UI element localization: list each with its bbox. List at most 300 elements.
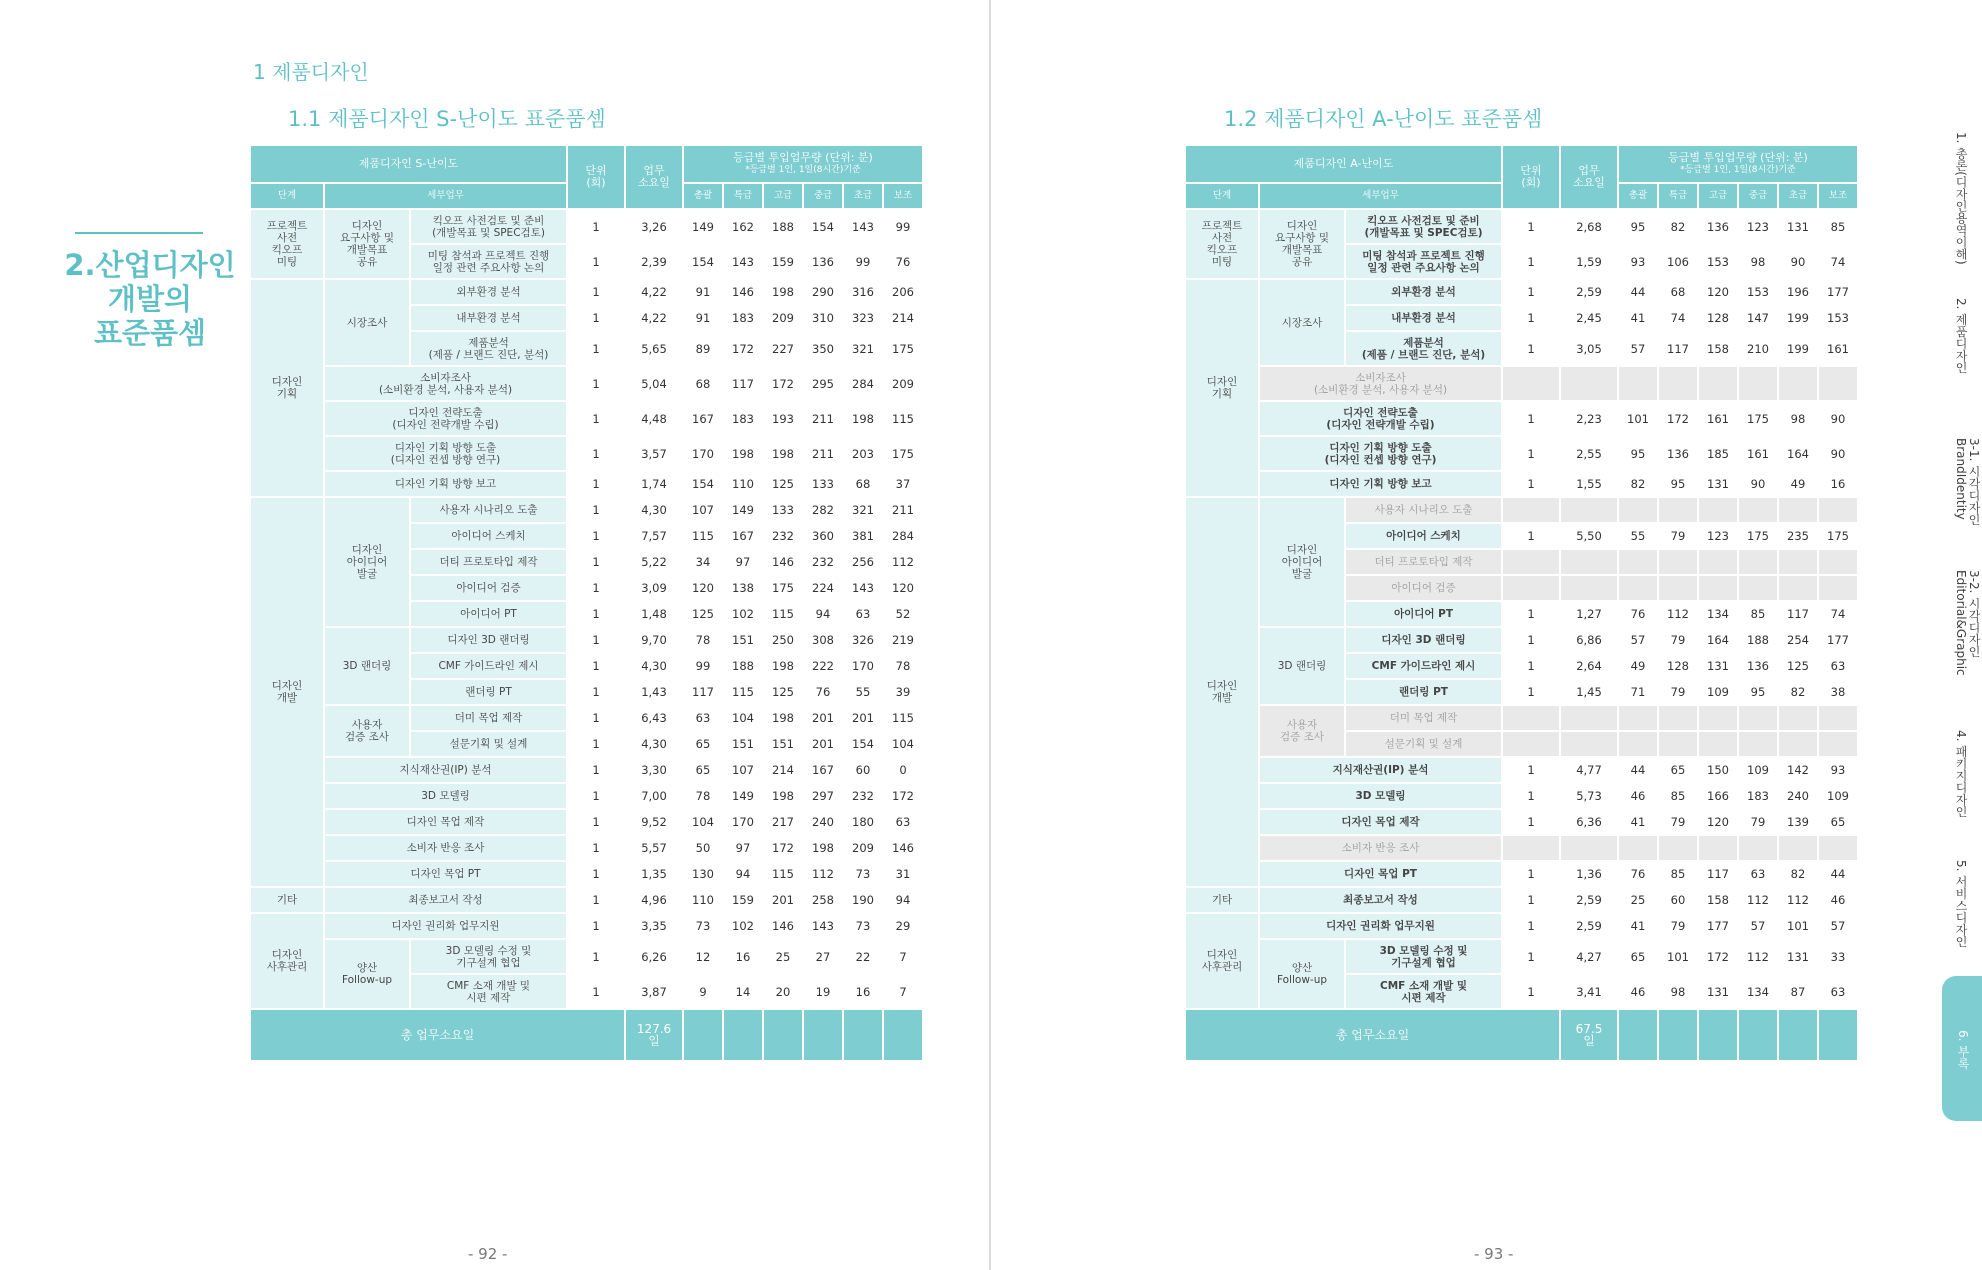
grade-value-cell: 154 — [804, 210, 842, 243]
workload-table — [249, 144, 924, 1062]
unit-cell: 1 — [568, 732, 624, 756]
header-grade-note: *등급별 1인, 1일(8시간)기준 — [745, 165, 861, 175]
grade-value-cell: 188 — [764, 210, 802, 243]
task-cell: 3D 모델링 수정 및 기구설계 협업 — [411, 940, 566, 973]
grade-value-cell: 209 — [884, 367, 922, 400]
grade-value-cell: 101 — [1659, 940, 1697, 973]
unit-cell: 1 — [568, 602, 624, 626]
unit-cell: 1 — [1503, 280, 1559, 304]
grade-value-cell: 149 — [724, 498, 762, 522]
table-s-wrapper — [249, 144, 924, 1062]
grade-value-cell: 172 — [1659, 402, 1697, 435]
grade-value-cell: 146 — [764, 550, 802, 574]
grade-value-cell: 133 — [764, 498, 802, 522]
work-days-cell: 3,35 — [626, 914, 682, 938]
total-label: 총 업무소요일 — [1186, 1010, 1559, 1060]
task-cell: 최종보고서 작성 — [325, 888, 566, 912]
total-empty-cell — [1659, 1010, 1697, 1060]
work-days-cell: 1,45 — [1561, 680, 1617, 704]
grade-value-cell: 95 — [1619, 210, 1657, 243]
task-cell: 킥오프 사전검토 및 준비 (개발목표 및 SPEC검토) — [411, 210, 566, 243]
work-days-cell: 2,39 — [626, 245, 682, 278]
stage-cell: 디자인 사후관리 — [251, 914, 323, 1008]
task-cell: 아이디어 PT — [1346, 602, 1501, 626]
unit-cell — [1503, 836, 1559, 860]
side-tab-7[interactable] — [1942, 976, 1982, 1121]
grade-value-cell: 149 — [724, 784, 762, 808]
grade-value-cell: 41 — [1619, 306, 1657, 330]
grade-value-cell: 175 — [1739, 402, 1777, 435]
grade-value-cell — [1819, 732, 1857, 756]
grade-value-cell: 198 — [764, 654, 802, 678]
stage-cell: 디자인 기획 — [251, 280, 323, 496]
grade-value-cell — [1779, 706, 1817, 730]
grade-value-cell: 99 — [684, 654, 722, 678]
grade-value-cell: 149 — [684, 210, 722, 243]
grade-value-cell: 98 — [1739, 245, 1777, 278]
task-cell: 디자인 권리화 업무지원 — [325, 914, 566, 938]
work-days-cell: 7,00 — [626, 784, 682, 808]
grade-value-cell: 44 — [1619, 758, 1657, 782]
header-grade-input-label: 등급별 투입업무량 (단위: 분) — [733, 151, 873, 164]
grade-value-cell: 85 — [1659, 862, 1697, 886]
table-row — [251, 402, 922, 435]
work-days-cell — [1561, 367, 1617, 400]
unit-cell — [1503, 498, 1559, 522]
side-tab-label: 1. 총론(디자인용역이해) — [1954, 132, 1968, 265]
grade-value-cell: 290 — [804, 280, 842, 304]
header-grade: 특급 — [1659, 184, 1697, 208]
table-row — [1186, 280, 1857, 304]
grade-value-cell: 82 — [1779, 680, 1817, 704]
unit-cell: 1 — [568, 810, 624, 834]
side-tab-2[interactable] — [1942, 298, 1982, 398]
grade-value-cell: 185 — [1699, 437, 1737, 470]
grade-value-cell: 150 — [1699, 758, 1737, 782]
grade-value-cell: 93 — [1819, 758, 1857, 782]
table-row — [1186, 210, 1857, 243]
total-empty-cell — [684, 1010, 722, 1060]
grade-value-cell: 175 — [764, 576, 802, 600]
grade-value-cell: 60 — [1659, 888, 1697, 912]
grade-value-cell — [1659, 836, 1697, 860]
grade-value-cell: 123 — [1739, 210, 1777, 243]
grade-value-cell: 68 — [1659, 280, 1697, 304]
stage-cell: 디자인 사후관리 — [1186, 914, 1258, 1008]
unit-cell: 1 — [568, 437, 624, 470]
grade-value-cell: 232 — [804, 550, 842, 574]
work-days-cell — [1561, 576, 1617, 600]
grade-value-cell: 131 — [1699, 654, 1737, 678]
unit-cell: 1 — [568, 975, 624, 1008]
grade-value-cell: 175 — [884, 332, 922, 365]
grade-value-cell: 211 — [804, 437, 842, 470]
work-days-cell: 3,09 — [626, 576, 682, 600]
grade-value-cell: 153 — [1819, 306, 1857, 330]
grade-value-cell: 151 — [764, 732, 802, 756]
task-cell: 소비자 반응 조사 — [325, 836, 566, 860]
grade-value-cell — [1699, 498, 1737, 522]
workload-table — [1184, 144, 1859, 1062]
total-empty-cell — [1699, 1010, 1737, 1060]
task-cell: 디자인 목업 제작 — [1260, 810, 1501, 834]
grade-value-cell: 91 — [684, 280, 722, 304]
grade-value-cell: 87 — [1779, 975, 1817, 1008]
grade-value-cell — [1659, 367, 1697, 400]
grade-value-cell: 79 — [1659, 524, 1697, 548]
unit-cell: 1 — [568, 940, 624, 973]
unit-cell — [1503, 550, 1559, 574]
grade-value-cell: 172 — [884, 784, 922, 808]
grade-value-cell: 74 — [1819, 245, 1857, 278]
grade-value-cell: 63 — [684, 706, 722, 730]
grade-value-cell: 89 — [684, 332, 722, 365]
stage-cell: 디자인 기획 — [1186, 280, 1258, 496]
grade-value-cell: 110 — [684, 888, 722, 912]
task-cell: 설문기획 및 설계 — [1346, 732, 1501, 756]
grade-value-cell: 139 — [1779, 810, 1817, 834]
table-row — [1186, 367, 1857, 400]
grade-value-cell: 381 — [844, 524, 882, 548]
task-cell: 디자인 권리화 업무지원 — [1260, 914, 1501, 938]
unit-cell: 1 — [568, 862, 624, 886]
grade-value-cell — [1699, 367, 1737, 400]
table-row — [251, 810, 922, 834]
subgroup-cell: 디자인 아이디어 발굴 — [1260, 498, 1344, 626]
grade-value-cell: 196 — [1779, 280, 1817, 304]
grade-value-cell: 90 — [1819, 402, 1857, 435]
grade-value-cell: 44 — [1619, 280, 1657, 304]
work-days-cell: 9,70 — [626, 628, 682, 652]
grade-value-cell: 109 — [1699, 680, 1737, 704]
grade-value-cell: 134 — [1739, 975, 1777, 1008]
task-cell: 디자인 기획 방향 보고 — [325, 472, 566, 496]
grade-value-cell: 46 — [1819, 888, 1857, 912]
subgroup-cell: 디자인 요구사항 및 개발목표 공유 — [1260, 210, 1344, 278]
work-days-cell: 1,35 — [626, 862, 682, 886]
work-days-cell: 2,64 — [1561, 654, 1617, 678]
grade-value-cell: 284 — [884, 524, 922, 548]
grade-value-cell: 74 — [1659, 306, 1697, 330]
grade-value-cell: 232 — [844, 784, 882, 808]
grade-value-cell: 22 — [844, 940, 882, 973]
grade-value-cell: 49 — [1619, 654, 1657, 678]
grade-value-cell — [1619, 576, 1657, 600]
grade-value-cell: 91 — [684, 306, 722, 330]
grade-value-cell: 115 — [764, 602, 802, 626]
unit-cell: 1 — [568, 498, 624, 522]
header-detail: 세부업무 — [325, 184, 566, 208]
work-days-cell: 4,77 — [1561, 758, 1617, 782]
task-cell: 3D 모델링 — [325, 784, 566, 808]
work-days-cell: 6,86 — [1561, 628, 1617, 652]
grade-value-cell: 161 — [1819, 332, 1857, 365]
unit-cell: 1 — [1503, 975, 1559, 1008]
side-tab-4[interactable] — [1942, 570, 1982, 710]
grade-value-cell: 14 — [724, 975, 762, 1008]
grade-value-cell: 94 — [804, 602, 842, 626]
task-cell: 아이디어 스케치 — [1346, 524, 1501, 548]
side-tab-bar — [1942, 90, 1982, 1130]
grade-value-cell — [1659, 732, 1697, 756]
grade-value-cell — [1779, 732, 1817, 756]
task-cell: CMF 가이드라인 제시 — [411, 654, 566, 678]
total-row — [251, 1010, 922, 1060]
side-tab-label: 2. 제품디자인 — [1954, 298, 1968, 374]
grade-value-cell: 99 — [844, 245, 882, 278]
grade-value-cell: 211 — [804, 402, 842, 435]
stage-cell: 디자인 개발 — [1186, 498, 1258, 886]
total-empty-cell — [1619, 1010, 1657, 1060]
table-row — [1186, 888, 1857, 912]
grade-value-cell: 183 — [724, 306, 762, 330]
work-days-cell: 1,55 — [1561, 472, 1617, 496]
total-empty-cell — [724, 1010, 762, 1060]
task-cell: CMF 소재 개발 및 시편 제작 — [1346, 975, 1501, 1008]
grade-value-cell: 65 — [684, 758, 722, 782]
grade-value-cell: 147 — [1739, 306, 1777, 330]
unit-cell: 1 — [568, 402, 624, 435]
grade-value-cell: 25 — [1619, 888, 1657, 912]
grade-value-cell: 90 — [1739, 472, 1777, 496]
task-cell: 외부환경 분석 — [1346, 280, 1501, 304]
grade-value-cell: 131 — [1699, 975, 1737, 1008]
work-days-cell: 4,96 — [626, 888, 682, 912]
grade-value-cell: 65 — [1659, 758, 1697, 782]
grade-value-cell: 76 — [884, 245, 922, 278]
grade-value-cell: 175 — [884, 437, 922, 470]
unit-cell: 1 — [568, 914, 624, 938]
header-grade: 고급 — [1699, 184, 1737, 208]
work-days-cell: 6,43 — [626, 706, 682, 730]
grade-value-cell: 115 — [764, 862, 802, 886]
grade-value-cell: 107 — [684, 498, 722, 522]
work-days-cell: 2,59 — [1561, 914, 1617, 938]
grade-value-cell: 104 — [724, 706, 762, 730]
grade-value-cell: 38 — [1819, 680, 1857, 704]
total-empty-cell — [844, 1010, 882, 1060]
work-days-cell: 9,52 — [626, 810, 682, 834]
work-days-cell: 3,41 — [1561, 975, 1617, 1008]
table-a-subtitle: 1.2 제품디자인 A-난이도 표준품셈 — [1224, 107, 1543, 131]
grade-value-cell: 79 — [1739, 810, 1777, 834]
table-row — [1186, 784, 1857, 808]
task-cell: 소비자조사 (소비환경 분석, 사용자 분석) — [1260, 367, 1501, 400]
grade-value-cell: 102 — [724, 602, 762, 626]
grade-value-cell: 73 — [844, 914, 882, 938]
grade-value-cell: 68 — [684, 367, 722, 400]
table-row — [1186, 402, 1857, 435]
grade-value-cell: 117 — [1659, 332, 1697, 365]
grade-value-cell: 131 — [1779, 210, 1817, 243]
grade-value-cell: 73 — [684, 914, 722, 938]
table-header-title: 제품디자인 S-난이도 — [251, 146, 566, 182]
unit-cell: 1 — [1503, 306, 1559, 330]
side-tab-3[interactable] — [1942, 438, 1982, 548]
table-row — [251, 888, 922, 912]
grade-value-cell: 78 — [684, 784, 722, 808]
table-row — [251, 940, 922, 973]
grade-value-cell: 158 — [1699, 332, 1737, 365]
header-grade: 초급 — [1779, 184, 1817, 208]
grade-value-cell: 240 — [804, 810, 842, 834]
grade-value-cell: 78 — [684, 628, 722, 652]
grade-value-cell: 214 — [764, 758, 802, 782]
subgroup-cell: 3D 랜더링 — [1260, 628, 1344, 704]
grade-value-cell: 7 — [884, 940, 922, 973]
grade-value-cell: 166 — [1699, 784, 1737, 808]
stage-cell: 기타 — [251, 888, 323, 912]
grade-value-cell: 112 — [804, 862, 842, 886]
side-tab-1[interactable] — [1942, 132, 1982, 282]
grade-value-cell — [1739, 498, 1777, 522]
grade-value-cell: 162 — [724, 210, 762, 243]
grade-value-cell: 297 — [804, 784, 842, 808]
header-work-days: 업무 소요일 — [1561, 146, 1617, 208]
total-value: 127.6 일 — [626, 1010, 682, 1060]
grade-value-cell — [1819, 550, 1857, 574]
task-cell: 랜더링 PT — [411, 680, 566, 704]
grade-value-cell: 198 — [844, 402, 882, 435]
task-cell: 디자인 3D 랜더링 — [411, 628, 566, 652]
grade-value-cell: 125 — [764, 472, 802, 496]
total-label: 총 업무소요일 — [251, 1010, 624, 1060]
header-grade: 중급 — [804, 184, 842, 208]
grade-value-cell: 193 — [764, 402, 802, 435]
unit-cell — [1503, 367, 1559, 400]
grade-value-cell — [1699, 706, 1737, 730]
grade-value-cell: 112 — [884, 550, 922, 574]
grade-value-cell: 117 — [724, 367, 762, 400]
unit-cell: 1 — [1503, 888, 1559, 912]
grade-value-cell: 101 — [1779, 914, 1817, 938]
grade-value-cell: 125 — [684, 602, 722, 626]
grade-value-cell: 222 — [804, 654, 842, 678]
task-cell: 디자인 전략도출 (디자인 전략개발 수립) — [325, 402, 566, 435]
grade-value-cell: 199 — [1779, 332, 1817, 365]
section-title: 1 제품디자인 — [253, 60, 369, 84]
grade-value-cell: 115 — [884, 706, 922, 730]
grade-value-cell: 143 — [844, 210, 882, 243]
header-grade: 총괄 — [684, 184, 722, 208]
side-tab-6[interactable] — [1942, 860, 1982, 960]
header-detail: 세부업무 — [1260, 184, 1501, 208]
grade-value-cell: 209 — [764, 306, 802, 330]
grade-value-cell: 34 — [684, 550, 722, 574]
work-days-cell — [1561, 732, 1617, 756]
grade-value-cell: 120 — [1699, 810, 1737, 834]
work-days-cell: 2,23 — [1561, 402, 1617, 435]
grade-value-cell: 159 — [764, 245, 802, 278]
task-cell: 소비자조사 (소비환경 분석, 사용자 분석) — [325, 367, 566, 400]
table-row — [1186, 498, 1857, 522]
grade-value-cell — [1619, 367, 1657, 400]
unit-cell: 1 — [1503, 680, 1559, 704]
grade-value-cell: 175 — [1819, 524, 1857, 548]
grade-value-cell: 360 — [804, 524, 842, 548]
header-grade-input — [684, 146, 922, 182]
task-cell: CMF 가이드라인 제시 — [1346, 654, 1501, 678]
chapter-divider — [75, 232, 203, 234]
grade-value-cell: 112 — [1779, 888, 1817, 912]
grade-value-cell: 198 — [724, 437, 762, 470]
grade-value-cell: 177 — [1819, 628, 1857, 652]
unit-cell: 1 — [1503, 524, 1559, 548]
task-cell: 소비자 반응 조사 — [1260, 836, 1501, 860]
grade-value-cell: 16 — [1819, 472, 1857, 496]
work-days-cell: 4,30 — [626, 654, 682, 678]
side-tab-5[interactable] — [1942, 730, 1982, 830]
work-days-cell: 1,59 — [1561, 245, 1617, 278]
grade-value-cell: 128 — [1659, 654, 1697, 678]
grade-value-cell: 350 — [804, 332, 842, 365]
header-stage: 단계 — [1186, 184, 1258, 208]
stage-cell: 디자인 개발 — [251, 498, 323, 886]
grade-value-cell — [1659, 706, 1697, 730]
grade-value-cell: 167 — [804, 758, 842, 782]
grade-value-cell: 188 — [724, 654, 762, 678]
header-grade-note: *등급별 1인, 1일(8시간)기준 — [1680, 165, 1796, 175]
grade-value-cell: 133 — [804, 472, 842, 496]
grade-value-cell: 130 — [684, 862, 722, 886]
total-empty-cell — [1779, 1010, 1817, 1060]
grade-value-cell: 33 — [1819, 940, 1857, 973]
work-days-cell: 2,55 — [1561, 437, 1617, 470]
task-cell: 설문기획 및 설계 — [411, 732, 566, 756]
unit-cell: 1 — [1503, 332, 1559, 365]
work-days-cell: 5,22 — [626, 550, 682, 574]
grade-value-cell: 115 — [684, 524, 722, 548]
work-days-cell: 2,59 — [1561, 888, 1617, 912]
grade-value-cell: 117 — [1779, 602, 1817, 626]
grade-value-cell: 316 — [844, 280, 882, 304]
work-days-cell — [1561, 706, 1617, 730]
header-grade: 총괄 — [1619, 184, 1657, 208]
grade-value-cell: 188 — [1739, 628, 1777, 652]
header-work-days: 업무 소요일 — [626, 146, 682, 208]
grade-value-cell: 136 — [1659, 437, 1697, 470]
grade-value-cell: 142 — [1779, 758, 1817, 782]
grade-value-cell: 79 — [1659, 680, 1697, 704]
grade-value-cell: 131 — [1779, 940, 1817, 973]
grade-value-cell: 164 — [1779, 437, 1817, 470]
task-cell: 디자인 목업 제작 — [325, 810, 566, 834]
grade-value-cell: 161 — [1699, 402, 1737, 435]
grade-value-cell: 154 — [684, 472, 722, 496]
grade-value-cell: 170 — [684, 437, 722, 470]
subgroup-cell: 사용자 검증 조사 — [325, 706, 409, 756]
grade-value-cell: 158 — [1699, 888, 1737, 912]
total-empty-cell — [804, 1010, 842, 1060]
grade-value-cell: 198 — [764, 784, 802, 808]
grade-value-cell: 159 — [724, 888, 762, 912]
task-cell: 지식재산권(IP) 분석 — [1260, 758, 1501, 782]
unit-cell: 1 — [1503, 784, 1559, 808]
task-cell: 랜더링 PT — [1346, 680, 1501, 704]
grade-value-cell — [1819, 576, 1857, 600]
table-row — [1186, 628, 1857, 652]
grade-value-cell: 219 — [884, 628, 922, 652]
grade-value-cell: 52 — [884, 602, 922, 626]
task-cell: 3D 모델링 수정 및 기구설계 협업 — [1346, 940, 1501, 973]
header-unit: 단위 (회) — [1503, 146, 1559, 208]
grade-value-cell: 146 — [724, 280, 762, 304]
task-cell: 아이디어 검증 — [411, 576, 566, 600]
grade-value-cell: 201 — [804, 732, 842, 756]
grade-value-cell — [1739, 576, 1777, 600]
grade-value-cell: 25 — [764, 940, 802, 973]
grade-value-cell: 177 — [1699, 914, 1737, 938]
